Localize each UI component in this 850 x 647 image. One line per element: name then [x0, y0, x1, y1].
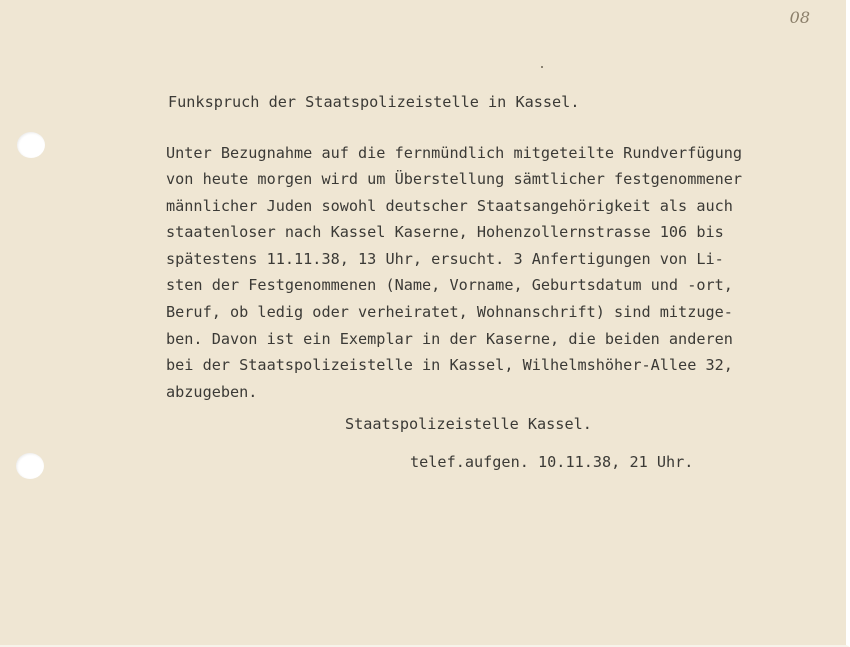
document-heading: Funkspruch der Staatspolizeistelle in Kassel.	[168, 93, 580, 111]
corner-handwritten-mark: 08	[789, 8, 810, 27]
punch-hole-top	[17, 132, 45, 158]
body-line-10: abzugeben.	[166, 383, 258, 401]
body-line-3: männlicher Juden sowohl deutscher Staatsangehörigkeit als auch	[166, 197, 733, 215]
body-line-8: ben. Davon ist ein Exemplar in der Kaserne, die beiden anderen	[166, 330, 733, 348]
signature-line: Staatspolizeistelle Kassel.	[345, 415, 592, 433]
body-line-2: von heute morgen wird um Überstellung sämtlicher festgenommener	[166, 170, 743, 188]
transmission-note: telef.aufgen. 10.11.38, 21 Uhr.	[410, 453, 694, 471]
body-line-9: bei der Staatspolizeistelle in Kassel, Wilhelmshöher-Allee 32,	[166, 356, 733, 374]
body-line-1: Unter Bezugnahme auf die fernmündlich mitgeteilte Rundverfügung	[166, 144, 743, 162]
body-line-7: Beruf, ob ledig oder verheiratet, Wohnanschrift) sind mitzuge-	[166, 303, 733, 321]
ink-dot	[541, 66, 543, 68]
body-line-5: spätestens 11.11.38, 13 Uhr, ersucht. 3 Anfertigungen von Li-	[166, 250, 724, 268]
body-line-6: sten der Festgenommenen (Name, Vorname, Geburtsdatum und -ort,	[166, 276, 733, 294]
body-line-4: staatenloser nach Kassel Kaserne, Hohenzollernstrasse 106 bis	[166, 223, 724, 241]
punch-hole-bottom	[16, 453, 44, 479]
